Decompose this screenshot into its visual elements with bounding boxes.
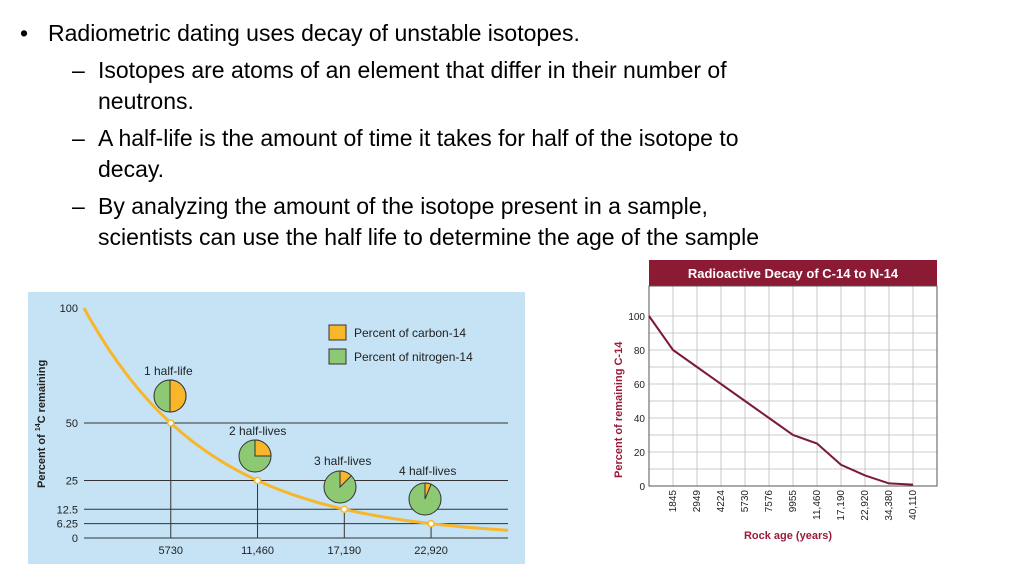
sub-bullet [20,55,760,117]
curve-point [341,506,347,512]
x-tick-label: 5730 [158,545,184,557]
chart-title: Radioactive Decay of C-14 to N-14 [687,266,899,281]
legend-swatch-nitrogen [329,349,346,364]
x-axis-label: Rock age (years) [743,530,833,542]
y-tick-label: 100 [59,303,78,315]
sub-bullet-text: Isotopes are atoms of an element that differ in their number of neutrons. [98,57,727,114]
y-axis-label: Percent of $^{14}$C remaining [35,359,48,488]
sub-bullet-text: By analyzing the amount of the isotope present in a sample, scientists can use the half life to determine the age of the sample [98,193,759,250]
curve-point [168,420,174,426]
x-tick-label: 17,190 [327,545,362,557]
half-life-label: 4 half-lives [399,464,457,478]
y-tick-label: 25 [65,475,78,488]
chart-gridlines [649,286,937,486]
y-tick-label: 0 [71,533,78,545]
half-life-chart [28,292,525,564]
x-tick-label: 7576 [764,490,775,513]
bullet-main [20,18,760,49]
decay-line [649,316,913,485]
y-tick-label: 12.5 [56,504,78,517]
bullet-main-text: Radiometric dating uses decay of unstable isotopes. [48,20,580,46]
dash-marker: – [72,125,85,151]
x-tick-label: 22,920 [414,545,448,557]
y-tick-label: 6.25 [56,518,78,531]
x-tick-label: 11,460 [241,545,274,557]
slide-bullets [20,18,760,259]
sub-bullet-text: A half-life is the amount of time it takes for half of the isotope to decay. [98,125,739,182]
y-tick-label: 0 [639,482,645,493]
y-tick-label: 40 [633,414,645,425]
y-axis-label: Percent of remaining C-14 [613,341,625,478]
dash-marker: – [72,193,85,219]
bullet-dot: • [20,20,29,46]
x-tick-label: 34,380 [884,490,895,521]
x-tick-label: 4224 [716,490,727,513]
dash-marker: – [72,57,85,83]
x-tick-label: 11,460 [812,490,823,520]
sub-bullet [20,123,760,185]
decay-chart [605,258,945,548]
curve-point [428,521,434,527]
x-tick-labels [668,490,919,521]
y-tick-label: 100 [628,312,645,323]
x-tick-label: 2949 [692,490,703,513]
x-tick-label: 5730 [740,490,751,513]
y-tick-label: 80 [633,346,645,357]
y-tick-label: 60 [633,380,645,391]
sub-bullet [20,191,760,253]
legend-swatch-carbon [329,325,346,340]
x-tick-label: 22,920 [860,490,871,521]
half-life-label: 1 half-life [144,364,193,378]
half-life-label: 3 half-lives [314,454,372,468]
x-tick-label: 9955 [788,490,799,513]
y-tick-label: 50 [65,418,78,430]
curve-point [255,478,261,484]
half-life-label: 2 half-lives [229,424,287,438]
legend-label-nitrogen: Percent of nitrogen-14 [354,350,473,364]
y-tick-label: 20 [633,448,645,459]
legend-label-carbon: Percent of carbon-14 [354,326,467,340]
x-tick-label: 40,110 [908,490,919,520]
y-tick-labels [628,312,645,493]
x-tick-label: 1845 [668,490,679,513]
x-tick-label: 17,190 [836,490,847,521]
